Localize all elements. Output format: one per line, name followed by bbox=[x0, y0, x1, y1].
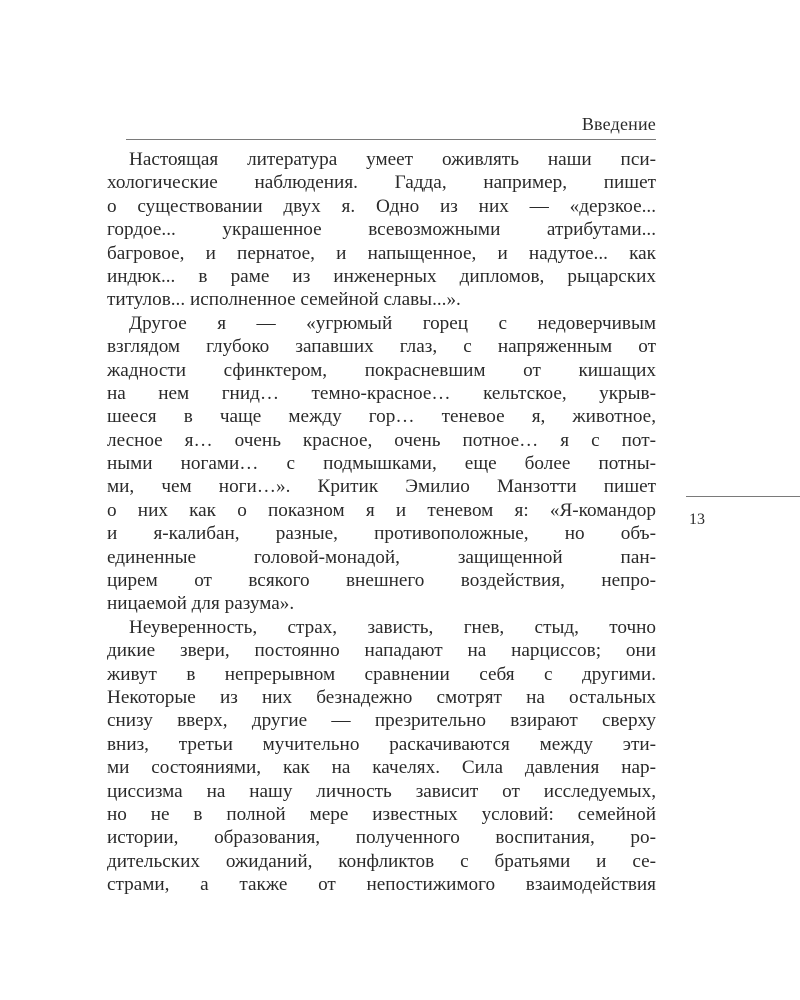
text-line: индюк... в раме из инженерных дипломов, рыцарских bbox=[107, 265, 656, 287]
text-line: цирем от всякого внешнего воздействия, непро- bbox=[107, 570, 656, 592]
text-line: циссизма на нашу личность зависит от исследуемых, bbox=[107, 780, 656, 802]
text-line: Некоторые из них безнадежно смотрят на остальных bbox=[107, 686, 656, 708]
text-line: но не в полной мере известных условий: семейной bbox=[107, 803, 656, 825]
text-line: страми, а также от непостижимого взаимодействия bbox=[107, 874, 656, 896]
header-rule bbox=[126, 139, 656, 140]
text-line: дикие звери, постоянно нападают на нарциссов; они bbox=[107, 640, 656, 662]
body-text bbox=[107, 148, 656, 897]
text-line: Настоящая литература умеет оживлять наши пси- bbox=[129, 149, 656, 170]
text-line: и я-калибан, разные, противоположные, но объ- bbox=[107, 523, 656, 545]
text-line: Неуверенность, страх, зависть, гнев, стыд, точно bbox=[129, 616, 656, 638]
text-line: дительских ожиданий, конфликтов с братьями и се- bbox=[107, 850, 656, 872]
text-line: взглядом глубоко запавших глаз, с напряженным от bbox=[107, 336, 656, 358]
text-line: единенные головой-монадой, защищенной пан- bbox=[107, 546, 656, 568]
text-line: о существовании двух я. Одно из них — «дерзкое... bbox=[107, 195, 656, 217]
text-line: ми состояниями, как на качелях. Сила давления нар- bbox=[107, 757, 656, 779]
text-line: о них как о показном я и теневом я: «Я-командор bbox=[107, 499, 656, 521]
text-line: ными ногами… с подмышками, еще более потны- bbox=[107, 453, 656, 475]
text-line: хологические наблюдения. Гадда, например, пишет bbox=[107, 172, 656, 194]
page-number: 13 bbox=[689, 511, 705, 528]
running-head: Введение bbox=[581, 114, 656, 134]
text-line: истории, образования, полученного воспитания, ро- bbox=[107, 827, 656, 849]
text-line: ницаемой для разума». bbox=[107, 593, 295, 615]
text-line: лесное я… очень красное, очень потное… я с пот- bbox=[107, 429, 656, 451]
text-line: шееся в чаще между гор… теневое я, животное, bbox=[107, 406, 656, 428]
text-line: живут в непрерывном сравнении себя с другими. bbox=[107, 663, 656, 685]
text-line: титулов... исполненное семейной славы...». bbox=[107, 289, 461, 311]
text-line: багровое, и пернатое, и напыщенное, и надутое... как bbox=[107, 242, 656, 264]
text-line: жадности сфинктером, покрасневшим от кишащих bbox=[107, 359, 656, 381]
text-line: гордое... украшенное всевозможными атрибутами... bbox=[107, 219, 656, 241]
text-line: ми, чем ноги…». Критик Эмилио Манзотти пишет bbox=[107, 476, 656, 498]
page-number-rule bbox=[686, 496, 800, 497]
text-line: снизу вверх, другие — презрительно взирают сверху bbox=[107, 710, 656, 732]
text-line: на нем гнид… темно-красное… кельтское, укрыв- bbox=[107, 382, 656, 404]
text-line: вниз, третьи мучительно раскачиваются между эти- bbox=[107, 733, 656, 755]
text-line: Другое я — «угрюмый горец с недоверчивым bbox=[129, 312, 656, 334]
